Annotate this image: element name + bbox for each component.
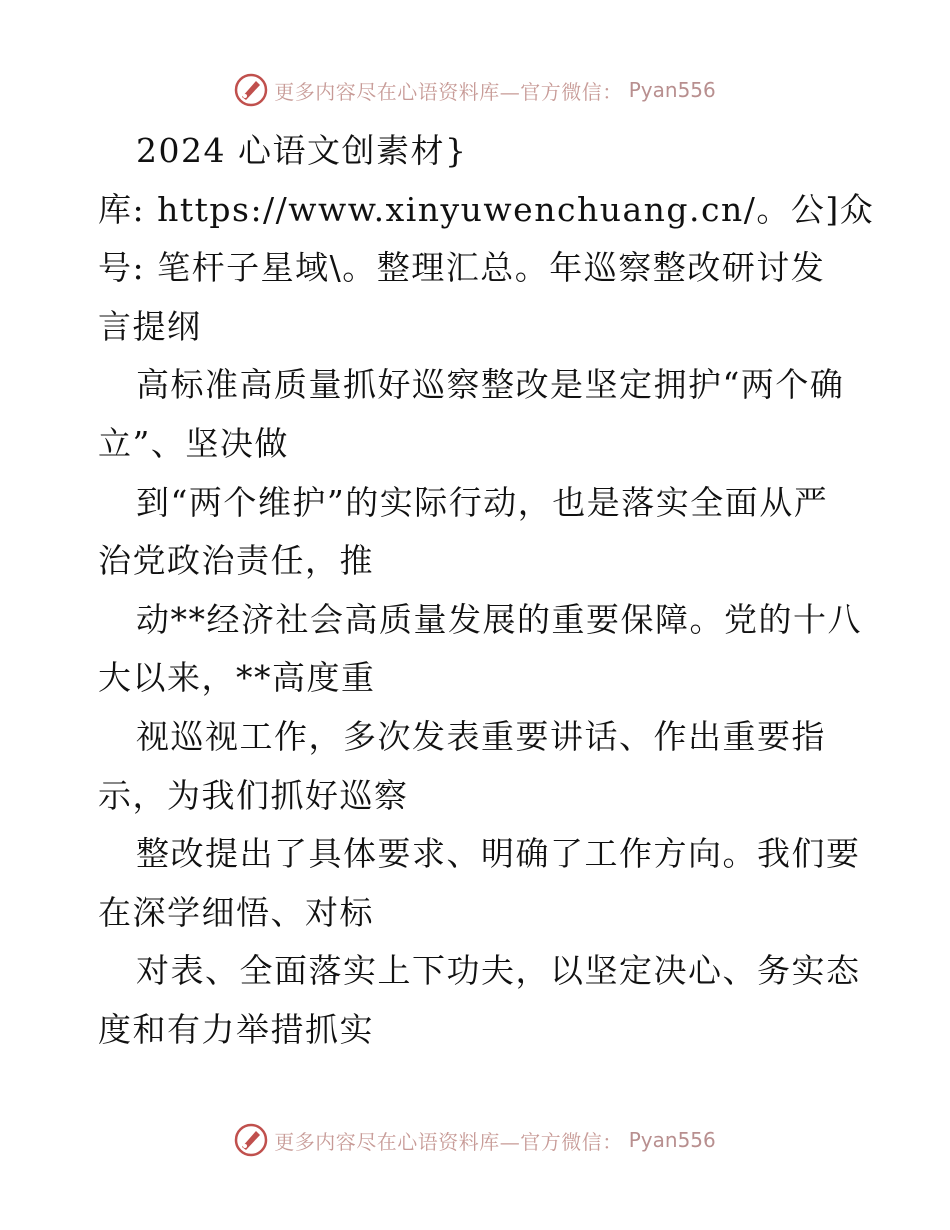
text-line: 大以来，**高度重 (98, 658, 376, 698)
text-line: 示，为我们抓好巡察 (98, 775, 409, 815)
text-line: 到“两个维护”的实际行动，也是落实全面从严 (136, 482, 829, 522)
text-line: 立”、坚决做 (98, 423, 289, 463)
text-line: 号: 笔杆子星域\。整理汇总。年巡察整改研讨发 (98, 248, 826, 288)
header-banner (0, 70, 950, 110)
text-line: 治党政治责任，推 (98, 541, 374, 581)
banner-wechat-id: Pyan556 (628, 78, 716, 102)
text-line: 度和有力举措抓实 (98, 1009, 374, 1049)
pen-logo-icon (234, 1123, 268, 1157)
text-line: 库: https://www.xinyuwenchuang.cn/。公]众 (98, 189, 875, 229)
pen-logo-icon (234, 73, 268, 107)
text-line: 言提纲 (98, 306, 202, 346)
text-line: 高标准高质量抓好巡察整改是坚定拥护“两个确 (136, 365, 845, 405)
document-body (98, 122, 875, 1060)
banner-text: 更多内容尽在心语资料库—官方微信： (274, 1129, 623, 1154)
text-line: 在深学细悟、对标 (98, 892, 374, 932)
text-line: 对表、全面落实上下功夫，以坚定决心、务实态 (136, 951, 861, 991)
text-line: 视巡视工作，多次发表重要讲话、作出重要指 (136, 716, 826, 756)
text-line: 整改提出了具体要求、明确了工作方向。我们要 (136, 834, 861, 874)
footer-banner (0, 1120, 950, 1160)
banner-wechat-id: Pyan556 (628, 1128, 716, 1152)
text-line: 动**经济社会高质量发展的重要保障。党的十八 (136, 599, 862, 639)
banner-text: 更多内容尽在心语资料库—官方微信： (274, 79, 623, 104)
text-line: 2024 心语文创素材} (136, 131, 468, 170)
